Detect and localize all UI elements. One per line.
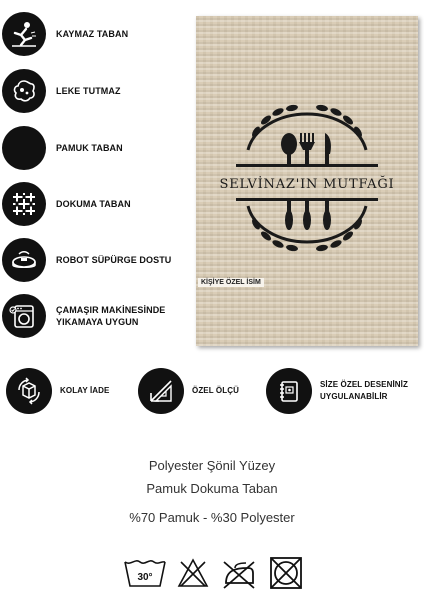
feature-woven-base [2,182,131,226]
spec-composition: %70 Pamuk - %30 Polyester [129,510,295,525]
feature-label: ROBOT SÜPÜRGE DOSTU [56,255,172,265]
custom-size-icon [138,368,184,414]
feature-label: DOKUMA TABAN [56,199,131,209]
wash-temperature: 30° [137,572,153,583]
feature-robot-vacuum [2,238,171,282]
feature-label: KOLAY İADE [60,386,110,395]
feature-custom-size [138,368,239,414]
rug-preview [196,16,418,346]
feature-custom-design [266,368,408,414]
feature-label: ÖZEL ÖLÇÜ [192,386,239,395]
feature-machine-washable [2,294,165,338]
wash-30-icon [122,556,168,590]
feature-label: SİZE ÖZEL DESENİNİZ UYGULANABİLİR [320,380,408,401]
robot-vacuum-icon [2,238,46,282]
cotton-base-icon [2,126,46,170]
spec-base: Pamuk Dokuma Taban [146,481,278,496]
feature-stain-resistant [2,69,121,113]
slip-warning-icon [2,12,46,56]
feature-label: ÇAMAŞIR MAKİNESİNDE YIKAMAYA UYGUN [56,305,166,327]
personalized-name-tag: KİŞİYE ÖZEL İSİM [198,278,264,287]
feature-easy-return [6,368,109,414]
feature-anti-slip [2,12,128,56]
feature-cotton-base [2,126,123,170]
rug-title: SELVİNAZ'IN MUTFAĞI [219,177,395,192]
feature-label: KAYMAZ TABAN [56,29,129,39]
easy-return-icon [6,368,52,414]
stain-icon [2,69,46,113]
weave-icon [2,182,46,226]
custom-design-icon [266,368,312,414]
washing-machine-icon [2,294,46,338]
feature-label: PAMUK TABAN [56,143,123,153]
feature-label: LEKE TUTMAZ [56,86,121,96]
no-iron-icon [220,556,258,590]
spec-surface: Polyester Şönil Yüzey [148,458,276,473]
no-tumble-dry-icon [268,556,304,590]
no-bleach-icon [176,556,210,590]
